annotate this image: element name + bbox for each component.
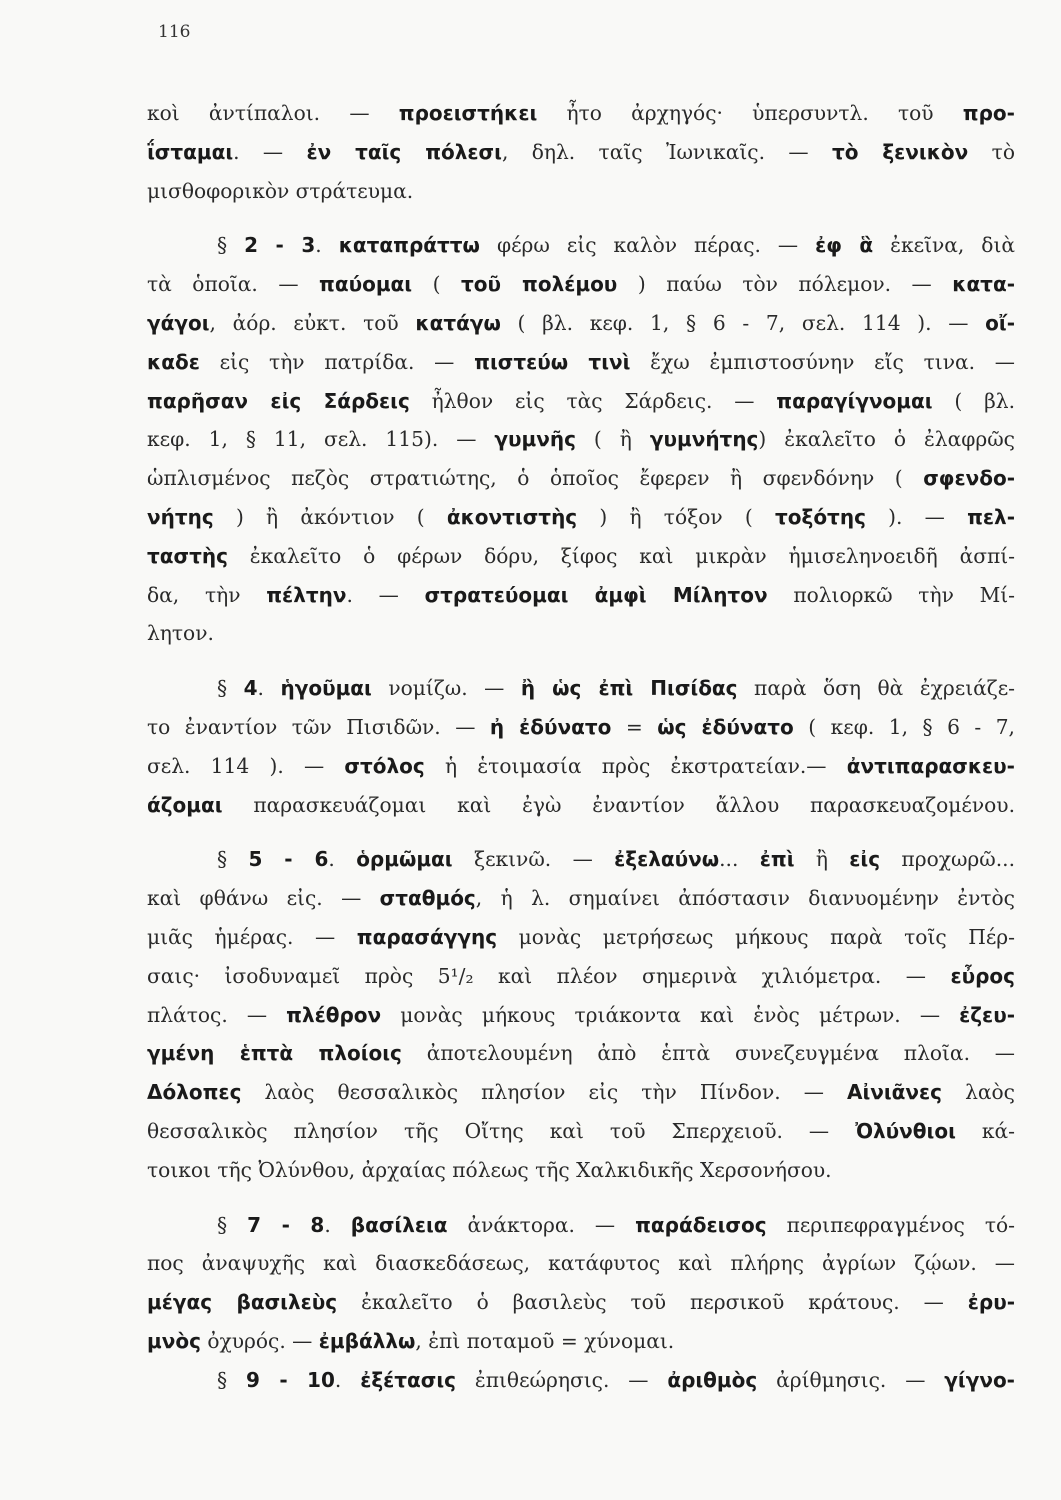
headword: πλέθρον <box>286 1002 382 1027</box>
gloss-text: ) παύω τὸν πόλεμον. — <box>617 272 953 297</box>
gloss-text: . <box>334 1367 361 1392</box>
headword: παράδεισος <box>635 1212 767 1237</box>
gloss-text: μισθοφορικὸν στράτευμα. <box>147 178 414 203</box>
text-line <box>147 840 1015 879</box>
gloss-text: μονὰς μετρήσεως μήκους παρὰ τοῖς Πέρ- <box>497 924 1016 949</box>
gloss-text: λητον. <box>147 621 214 646</box>
headword: γίγνο- <box>944 1367 1015 1392</box>
headword: 4 <box>243 676 258 701</box>
headword: κατα- <box>952 272 1015 297</box>
text-line <box>147 879 1015 918</box>
gloss-text: ἀποτελουμένη ἀπὸ ἑπτὰ συνεζευγμένα πλοῖα. — <box>401 1041 1015 1066</box>
headword: μνὸς <box>147 1328 201 1353</box>
text-line <box>147 265 1015 304</box>
text-line <box>147 614 1015 653</box>
gloss-text: ) ἐκαλεῖτο ὁ ἐλαφρῶς <box>758 427 1015 452</box>
gloss-text: δα, τὴν <box>147 582 267 607</box>
headword: ἐξελαύνω <box>614 847 720 872</box>
text-line <box>147 786 1015 825</box>
headword: καδε <box>147 349 200 374</box>
text-line <box>147 918 1015 957</box>
gloss-text: ἡ ἑτοιμασία πρὸς ἐκστρατείαν.— <box>424 753 847 778</box>
text-line <box>147 172 1015 211</box>
headword: ἐξέτασις <box>360 1367 457 1392</box>
gloss-text: . — <box>233 139 307 164</box>
headword: παύομαι <box>319 272 413 297</box>
text-line <box>147 304 1015 343</box>
gloss-text: κεφ. 1, § 11, σελ. 115). — <box>147 427 495 452</box>
gloss-text: ) ἢ τόξον ( <box>577 504 775 529</box>
headword: μέγας βασιλεὺς <box>147 1290 338 1315</box>
gloss-text: μονὰς μήκους τριάκοντα καὶ ἑνὸς μέτρων. — <box>381 1002 960 1027</box>
headword: πελ- <box>967 504 1015 529</box>
headword: 5 - 6 <box>248 847 329 872</box>
gloss-text: , ἐπὶ ποταμοῦ = χύνομαι. <box>415 1328 675 1353</box>
text-line <box>147 576 1015 615</box>
headword: τοξότης <box>775 504 866 529</box>
headword: ἐρυ- <box>967 1290 1016 1315</box>
headword: 7 - 8 <box>247 1212 325 1237</box>
text-line <box>147 996 1015 1035</box>
headword: γυμνῆς <box>494 427 576 452</box>
gloss-text: σελ. 114 ). — <box>147 753 345 778</box>
gloss-text: κά- <box>955 1118 1016 1143</box>
text-line <box>147 1073 1015 1112</box>
gloss-text: § <box>217 1367 246 1392</box>
headword: οἴ- <box>985 310 1015 335</box>
gloss-text: παρὰ ὅση θὰ ἐχρειάζε- <box>737 676 1015 701</box>
headword: προ- <box>962 101 1015 125</box>
gloss-text: ἀνάκτορα. — <box>447 1212 636 1237</box>
gloss-text: § <box>217 233 245 258</box>
headword: ΐσταμαι <box>147 139 234 164</box>
gloss-text: = <box>611 714 658 739</box>
text-line <box>147 1244 1015 1283</box>
headword: ἐν ταῖς πόλεσι <box>306 139 502 164</box>
headword: ταστὴς <box>147 543 228 568</box>
headword: παραγίγνομαι <box>776 388 933 413</box>
headword: Ὀλύνθιοι <box>855 1118 956 1143</box>
gloss-text: ( βλ. <box>932 388 1015 413</box>
headword: πέλτην <box>266 582 347 607</box>
gloss-text: πος ἀναψυχῆς καὶ διασκεδάσεως, κατάφυτος καὶ πλήρης ἀγρίων ζῴων. — <box>147 1251 1015 1276</box>
text-line <box>147 1283 1015 1322</box>
headword: ὡς ἐδύνατο <box>657 714 794 739</box>
headword: βασίλεια <box>350 1212 448 1237</box>
gloss-text: § <box>217 676 244 701</box>
gloss-text: πολιορκῶ τὴν Μί- <box>767 582 1015 607</box>
gloss-text: ὡπλισμένος πεζὸς στρατιώτης, ὁ ὁποῖος ἔφερεν ἢ σφενδόνην ( <box>147 466 924 491</box>
text-line <box>147 498 1015 537</box>
gloss-text: , ἡ λ. σημαίνει ἀπόστασιν διανυομένην ἐντὸς <box>475 886 1015 911</box>
text-line <box>147 94 1015 133</box>
gloss-text: φέρω εἰς καλὸν πέρας. — <box>479 233 816 258</box>
headword: άζομαι <box>147 792 223 817</box>
headword: τὸ ξενικὸν <box>831 139 969 164</box>
text-line <box>147 1034 1015 1073</box>
headword: ἢ ὡς ἐπὶ Πισίδας <box>520 676 738 701</box>
gloss-text: . <box>328 847 357 872</box>
text-line <box>147 1322 1015 1361</box>
headword: εὖρος <box>950 963 1015 988</box>
gloss-text: λαὸς θεσσαλικὸς πλησίον εἰς τὴν Πίνδον. — <box>241 1080 847 1105</box>
gloss-text: ἐκαλεῖτο ὁ βασιλεὺς τοῦ περσικοῦ κράτους. — <box>337 1290 968 1315</box>
headword: ἀντιπαρασκευ- <box>846 753 1015 778</box>
gloss-text: . <box>315 233 339 258</box>
gloss-text: , ἀόρ. εὐκτ. τοῦ <box>209 310 416 335</box>
text-line <box>147 459 1015 498</box>
headword: 9 - 10 <box>245 1367 335 1392</box>
page-number: 116 <box>158 22 191 42</box>
text-line <box>147 343 1015 382</box>
gloss-text: ). — <box>865 504 968 529</box>
headword: προειστήκει <box>398 101 538 125</box>
headword: κατάγω <box>415 310 501 335</box>
text-line <box>147 382 1015 421</box>
gloss-text: ἢ <box>794 847 850 872</box>
gloss-text: ἀρίθμησις. — <box>757 1367 945 1392</box>
text-line <box>147 708 1015 747</box>
headword: 2 - 3 <box>244 233 316 258</box>
headword: σταθμός <box>379 886 476 911</box>
gloss-text: § <box>217 847 249 872</box>
gloss-text: πλάτος. — <box>147 1002 287 1027</box>
gloss-text: περιπεφραγμένος τό- <box>766 1212 1015 1237</box>
text-line <box>147 420 1015 459</box>
gloss-text: ἦτο ἀρχηγός· ὑπερσυντλ. τοῦ <box>537 101 963 125</box>
gloss-text: ) ἢ ἀκόντιον ( <box>213 504 447 529</box>
headword: γάγοι <box>147 310 210 335</box>
gloss-text: , δηλ. ταῖς Ἰωνικαῖς. — <box>501 139 832 164</box>
headword: ἐζευ- <box>959 1002 1015 1027</box>
headword: παρασάγγης <box>356 924 498 949</box>
gloss-text: . <box>257 676 281 701</box>
headword: ἀριθμὸς <box>667 1367 758 1392</box>
gloss-text: λαὸς <box>942 1080 1015 1105</box>
gloss-text: ξεκινῶ. — <box>452 847 615 872</box>
gloss-text: . — <box>346 582 425 607</box>
gloss-text: ἐκεῖνα, διὰ <box>873 233 1015 258</box>
gloss-text: ἐκαλεῖτο ὁ φέρων δόρυ, ξίφος καὶ μικρὰν ἡμισεληνοειδῆ ἀσπί- <box>227 543 1015 568</box>
headword: ὁρμῶμαι <box>356 847 453 872</box>
gloss-text: ἦλθον εἰς τὰς Σάρδεις. — <box>409 388 777 413</box>
text-line <box>147 1151 1015 1190</box>
headword: Δόλοπες <box>147 1080 242 1105</box>
headword: ἐμβάλλω <box>318 1328 416 1353</box>
commentary-text <box>147 94 1015 1400</box>
headword: πιστεύω τινὶ <box>474 349 631 374</box>
headword: εἰς <box>849 847 881 872</box>
gloss-text: το ἐναντίον τῶν Πισιδῶν. — <box>147 714 490 739</box>
gloss-text: καὶ φθάνω εἰς. — <box>147 886 380 911</box>
text-line <box>147 226 1015 265</box>
gloss-text: νομίζω. — <box>371 676 521 701</box>
gloss-text: τὸ <box>968 139 1015 164</box>
text-line <box>147 537 1015 576</box>
headword: νήτης <box>147 504 214 529</box>
headword: παρῆσαν εἰς Σάρδεις <box>147 388 410 413</box>
headword: στόλος <box>344 753 425 778</box>
gloss-text: κοὶ ἀντίπαλοι. — <box>147 101 399 125</box>
text-line <box>147 669 1015 708</box>
headword: σφενδο- <box>923 466 1015 491</box>
text-line <box>147 1361 1015 1400</box>
gloss-text: ( <box>412 272 461 297</box>
gloss-text: ἐπιθεώρησις. — <box>456 1367 668 1392</box>
gloss-text: μιᾶς ἡμέρας. — <box>147 924 357 949</box>
headword: γμένη ἑπτὰ πλοίοις <box>147 1041 402 1066</box>
text-line <box>147 133 1015 172</box>
gloss-text: σαις· ἰσοδυναμεῖ πρὸς 5¹/₂ καὶ πλέον σημερινὰ χιλιόμετρα. — <box>147 963 951 988</box>
headword: τοῦ πολέμου <box>460 272 618 297</box>
gloss-text: ... <box>719 847 760 872</box>
headword: καταπράττω <box>338 233 480 258</box>
gloss-text: προχωρῶ... <box>880 847 1016 872</box>
gloss-text: ὀχυρός. — <box>200 1328 319 1353</box>
gloss-text: ( κεφ. 1, § 6 - 7, <box>793 714 1015 739</box>
gloss-text: ( ἢ <box>575 427 650 452</box>
gloss-text: . <box>324 1212 351 1237</box>
headword: γυμνήτης <box>649 427 759 452</box>
gloss-text: τὰ ὁποῖα. — <box>147 272 320 297</box>
headword: Αἰνιᾶνες <box>846 1080 943 1105</box>
gloss-text: παρασκευάζομαι καὶ ἐγὼ ἐναντίον ἄλλου παρασκευαζομένου. <box>222 792 1015 817</box>
headword: στρατεύομαι ἀμφὶ Μίλητον <box>424 582 768 607</box>
gloss-text: θεσσαλικὸς πλησίον τῆς Οἴτης καὶ τοῦ Σπερχειοῦ. — <box>147 1118 856 1143</box>
headword: ἀκοντιστὴς <box>446 504 578 529</box>
gloss-text: ( βλ. κεφ. 1, § 6 - 7, σελ. 114 ). — <box>500 310 986 335</box>
text-line <box>147 1206 1015 1245</box>
text-line <box>147 957 1015 996</box>
gloss-text: τοικοι τῆς Ὀλύνθου, ἀρχαίας πόλεως τῆς Χαλκιδικῆς Χερσονήσου. <box>147 1157 832 1182</box>
gloss-text: ἔχω ἐμπιστοσύνην εἴς τινα. — <box>630 349 1015 374</box>
headword: ἐπὶ <box>759 847 795 872</box>
text-line <box>147 747 1015 786</box>
gloss-text: εἰς τὴν πατρίδα. — <box>199 349 475 374</box>
headword: ἐφ ἃ <box>815 233 874 258</box>
headword: ἡγοῦμαι <box>280 676 372 701</box>
text-line <box>147 1112 1015 1151</box>
headword: ἠ ἐδύνατο <box>489 714 612 739</box>
gloss-text: § <box>217 1212 248 1237</box>
